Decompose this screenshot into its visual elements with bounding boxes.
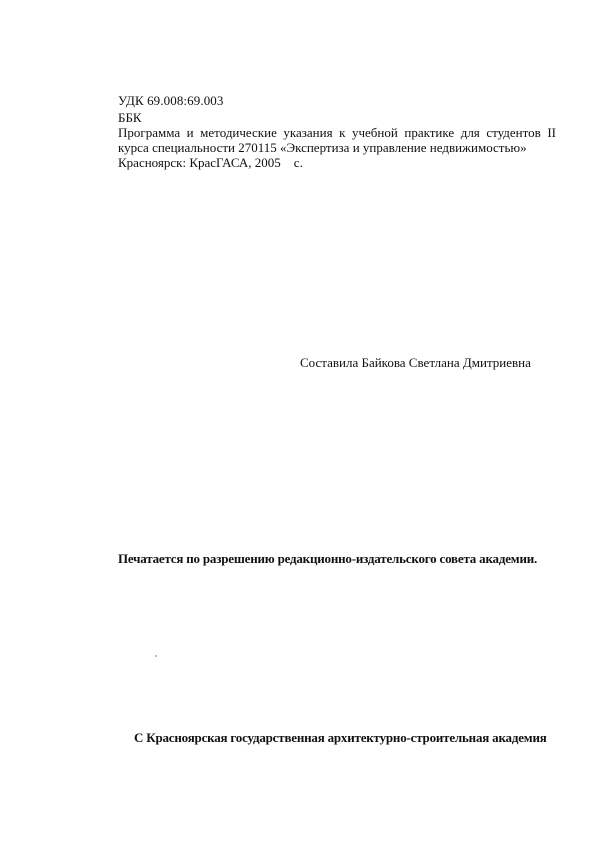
description-line-2: курса специальности 270115 «Экспертиза и управление недвижимостью» [118,140,527,155]
description-line-1: Программа и методические указания к учебной практике для студентов II [118,125,556,140]
scan-speck [155,655,157,657]
copyright-notice: С Красноярская государственная архитектурно-строительная академия [134,730,547,745]
udc-code: УДК 69.008:69.003 [118,93,224,108]
description-line-3: Красноярск: КрасГАСА, 2005 с. [118,155,303,170]
bbk-code: ББК [118,110,142,125]
publication-permission: Печатается по разрешению редакционно-издательского совета академии. [118,551,538,566]
bibliographic-description [118,125,556,170]
compiler-credit: Составила Байкова Светлана Дмитриевна [300,355,531,370]
